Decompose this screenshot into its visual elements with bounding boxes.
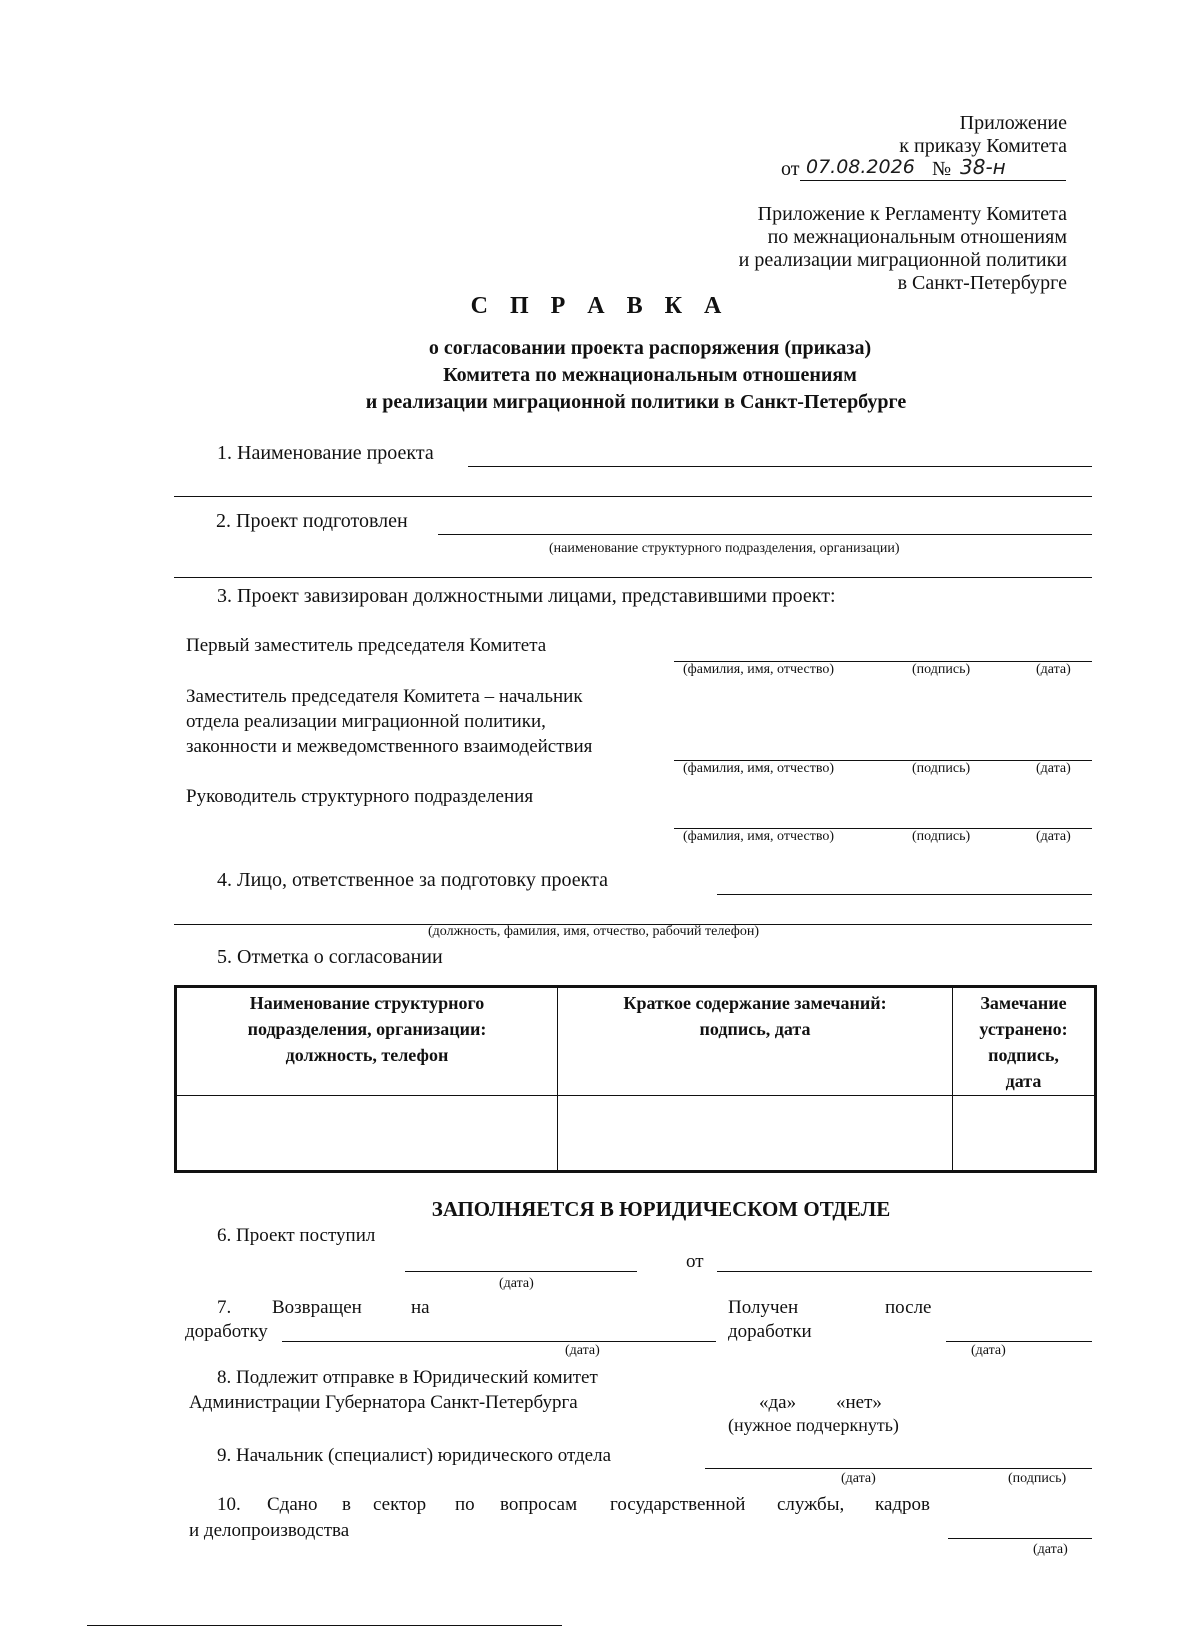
returned-date-field[interactable] <box>282 1341 716 1342</box>
legal-officer-field[interactable] <box>705 1468 1092 1469</box>
item-7-received: Получен <box>728 1297 799 1318</box>
signer-1-sign-caption: (подпись) <box>912 662 971 677</box>
signer-3-fio-caption: (фамилия, имя, отчество) <box>683 829 835 844</box>
regulation-line-3: и реализации миграционной политики <box>738 249 1067 271</box>
regulation-line-2: по межнациональным отношениям <box>767 226 1067 248</box>
item-6-date-caption: (дата) <box>499 1276 534 1291</box>
received-from-field[interactable] <box>717 1271 1092 1272</box>
order-number: 38-н <box>960 155 1006 179</box>
subtitle-line-2: Комитета по межнациональным отношениям <box>443 364 857 386</box>
item-2-caption: (наименование структурного подразделения, организации) <box>549 541 900 556</box>
signer-3-date-caption: (дата) <box>1036 829 1071 844</box>
item-9-label: 9. Начальник (специалист) юридического отдела <box>217 1445 612 1466</box>
item-4-caption: (должность, фамилия, имя, отчество, рабочий телефон) <box>428 924 759 939</box>
item-10-word-4: сектор <box>373 1494 427 1515</box>
resolved-cell[interactable] <box>953 1096 1096 1172</box>
option-no[interactable]: «нет» <box>836 1392 882 1413</box>
order-date: 07.08.2026 <box>806 156 915 178</box>
signer-3-title: Руководитель структурного подразделения <box>186 786 534 807</box>
item-10-word-1: 10. <box>217 1494 241 1515</box>
item-10-word-8: службы, <box>777 1494 845 1515</box>
item-10-word-3: в <box>342 1494 351 1515</box>
prepared-by-field[interactable] <box>438 534 1092 535</box>
item-10-word-9: кадров <box>875 1494 931 1515</box>
signer-1-date-caption: (дата) <box>1036 662 1071 677</box>
signer-3-sign-caption: (подпись) <box>912 829 971 844</box>
received-date-field[interactable] <box>405 1271 637 1272</box>
order-underline <box>800 180 1066 181</box>
footnote-separator <box>87 1625 562 1626</box>
item-6-label: 6. Проект поступил <box>217 1225 376 1246</box>
item-8-line-1: 8. Подлежит отправке в Юридический комитет <box>217 1367 598 1388</box>
item-7-number: 7. <box>217 1297 232 1318</box>
item-8-line-2: Администрации Губернатора Санкт-Петербурга <box>189 1392 578 1413</box>
signer-1-title: Первый заместитель председателя Комитета <box>186 635 547 656</box>
underline-note: (нужное подчеркнуть) <box>728 1415 899 1435</box>
item-7-returned: Возвращен <box>272 1297 362 1318</box>
item-7-revision-2: доработки <box>728 1321 812 1342</box>
signer-2-title-line-1: Заместитель председателя Комитета – начальник <box>186 686 583 707</box>
item-1-label: 1. Наименование проекта <box>217 442 434 464</box>
regulation-line-4: в Санкт-Петербурге <box>897 272 1067 294</box>
legal-section-heading: ЗАПОЛНЯЕТСЯ В ЮРИДИЧЕСКОМ ОТДЕЛЕ <box>431 1197 891 1221</box>
item-7-date-caption: (дата) <box>565 1343 600 1358</box>
signer-2-title-line-3: законности и межведомственного взаимодействия <box>186 736 593 757</box>
item-7-after: после <box>885 1297 932 1318</box>
prepared-by-field-line-2[interactable] <box>174 577 1092 578</box>
item-7-to: на <box>411 1297 430 1318</box>
item-5-label: 5. Отметка о согласовании <box>217 946 443 968</box>
signer-2-sign-caption: (подпись) <box>912 761 971 776</box>
item-6-from-label: от <box>686 1251 704 1272</box>
column-header-department: Наименование структурного подразделения, организации: должность, телефон <box>176 987 558 1096</box>
received-after-revision-date-field[interactable] <box>946 1341 1092 1342</box>
signer-2-fio-caption: (фамилия, имя, отчество) <box>683 761 835 776</box>
regulation-line-1: Приложение к Регламенту Комитета <box>757 203 1067 225</box>
item-2-label: 2. Проект подготовлен <box>216 510 408 532</box>
appendix-to-order: к приказу Комитета <box>899 135 1067 157</box>
item-7-revision: доработку <box>185 1321 268 1342</box>
document-title: С П Р А В К А <box>470 293 730 319</box>
item-10-word-5: по <box>455 1494 475 1515</box>
remarks-cell[interactable] <box>558 1096 953 1172</box>
approval-table-row <box>176 1096 1096 1172</box>
responsible-person-field[interactable] <box>717 894 1092 895</box>
department-cell[interactable] <box>176 1096 558 1172</box>
item-9-sign-caption: (подпись) <box>1008 1471 1067 1486</box>
order-no-label: № <box>932 158 952 180</box>
subtitle-line-1: о согласовании проекта распоряжения (приказа) <box>428 337 872 359</box>
item-10-word-6: вопросам <box>500 1494 578 1515</box>
signer-1-fio-caption: (фамилия, имя, отчество) <box>683 662 835 677</box>
item-7-received-date-caption: (дата) <box>971 1343 1006 1358</box>
project-name-field-line-2[interactable] <box>174 496 1092 497</box>
item-10-word-7: государственной <box>610 1494 746 1515</box>
item-10-date-caption: (дата) <box>1033 1542 1068 1557</box>
signer-2-title-line-2: отдела реализации миграционной политики, <box>186 711 546 732</box>
item-4-label: 4. Лицо, ответственное за подготовку проекта <box>217 869 608 891</box>
column-header-resolved: Замечание устранено: подпись, дата <box>953 987 1096 1096</box>
order-from-label: от <box>781 158 800 180</box>
option-yes[interactable]: «да» <box>759 1392 797 1413</box>
submitted-date-field[interactable] <box>948 1538 1092 1539</box>
signer-2-date-caption: (дата) <box>1036 761 1071 776</box>
project-name-field[interactable] <box>468 466 1092 467</box>
column-header-remarks: Краткое содержание замечаний: подпись, дата <box>558 987 953 1096</box>
item-3-label: 3. Проект завизирован должностными лицами, представившими проект: <box>217 585 836 607</box>
appendix-label: Приложение <box>959 112 1067 134</box>
approval-table <box>174 985 1097 1173</box>
item-10-line-2: и делопроизводства <box>189 1520 350 1541</box>
approval-table-header-row <box>176 987 1096 1096</box>
subtitle-line-3: и реализации миграционной политики в Санкт-Петербурге <box>365 391 907 413</box>
item-10-word-2: Сдано <box>267 1494 318 1515</box>
item-9-date-caption: (дата) <box>841 1471 876 1486</box>
